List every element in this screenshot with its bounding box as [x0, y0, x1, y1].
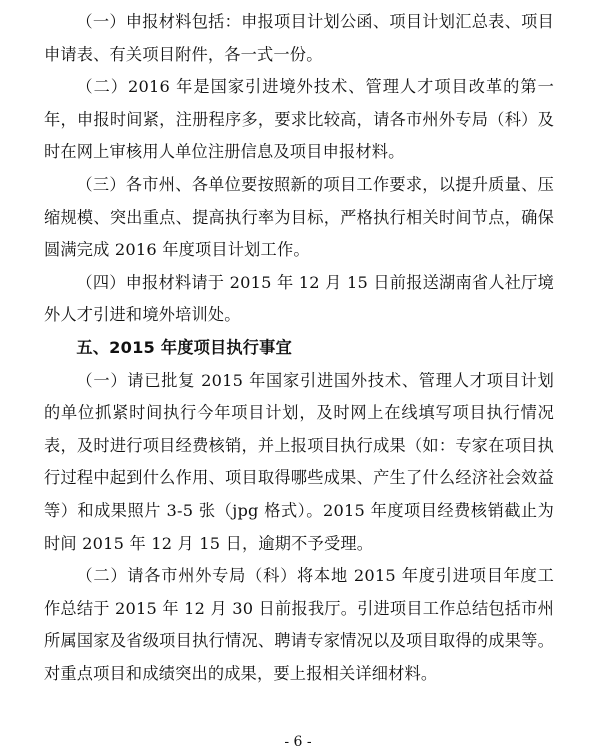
paragraph-execution: （一）请已批复 2015 年国家引进国外技术、管理人才项目计划的单位抓紧时间执行今年项目计划，及时网上在线填写项目执行情况表，及时进行项目经费核销，并上报项目执行成果（如：专家在项目执行过程中起到什么作用、项目取得哪些成果、产生了什么经济社会效益等）和成果照片 3-5 张（jpg 格式）。2015 年度项目经费核销截止为时间 2015 年 12 月 15 日，逾期不予受理。: [44, 370, 554, 553]
section-heading: 五、2015 年度项目执行事宜: [76, 337, 292, 357]
paragraph-summary: （二）请各市州外专局（科）将本地 2015 年度引进项目年度工作总结于 2015 年 12 月 30 日前报我厅。引进项目工作总结包括市州所属国家及省级项目执行情况、聘请专家情况以及项目取得的成果等。对重点项目和成绩突出的成果，要上报相关详细材料。: [44, 566, 554, 683]
document-body: [44, 6, 554, 690]
paragraph-requirements: （三）各市州、各单位要按照新的项目工作要求，以提升质量、压缩规模、突出重点、提高执行率为目标，严格执行相关时间节点，确保圆满完成 2016 年度项目计划工作。: [44, 174, 554, 260]
paragraph-materials: （一）申报材料包括：申报项目计划公函、项目计划汇总表、项目申请表、有关项目附件，各一式一份。: [44, 12, 554, 64]
paragraph-deadline: （四）申报材料请于 2015 年 12 月 15 日前报送湖南省人社厅境外人才引进和境外培训处。: [44, 272, 554, 325]
page-number: - 6 -: [284, 734, 312, 750]
paragraph-2016-reform: （二）2016 年是国家引进境外技术、管理人才项目改革的第一年，申报时间紧，注册程序多，要求比较高，请各市州外专局（科）及时在网上审核用人单位注册信息及项目申报材料。: [44, 77, 554, 162]
